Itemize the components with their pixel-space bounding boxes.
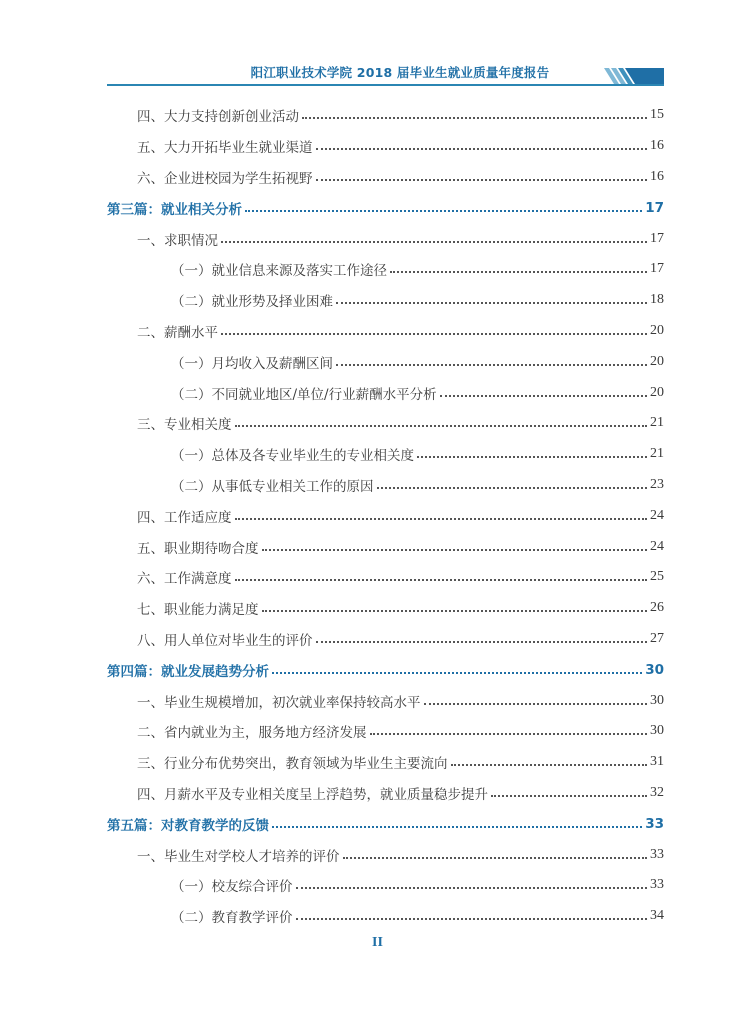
toc-section-entry[interactable]: [107, 562, 664, 593]
toc-subsection-entry[interactable]: [107, 285, 664, 316]
toc-entry-label: （二）从事低专业相关工作的原因: [171, 478, 374, 495]
toc-entry-label: 六、企业进校园为学生拓视野: [137, 170, 313, 187]
toc-page-number: 20: [650, 353, 664, 369]
dot-leader: [245, 210, 642, 212]
toc-part-heading[interactable]: [107, 808, 664, 839]
toc-page-number: 25: [650, 569, 664, 585]
dot-leader: [377, 487, 648, 489]
toc-entry-label: 五、职业期待吻合度: [137, 540, 259, 557]
toc-page-number: 30: [645, 661, 664, 678]
dot-leader: [491, 795, 647, 797]
toc-section-entry[interactable]: [107, 685, 664, 716]
toc-entry-label: 一、毕业生规模增加，初次就业率保持较高水平: [137, 694, 421, 711]
toc-section-entry[interactable]: [107, 162, 664, 193]
dot-leader: [316, 179, 648, 181]
toc-entry-label: 第四篇：就业发展趋势分析: [107, 663, 269, 680]
table-of-contents: [107, 100, 664, 932]
toc-section-entry[interactable]: [107, 839, 664, 870]
dot-leader: [417, 456, 647, 458]
toc-page-number: 33: [650, 846, 664, 862]
dot-leader: [221, 333, 647, 335]
dot-leader: [336, 364, 647, 366]
toc-page-number: 21: [650, 446, 664, 462]
dot-leader: [221, 241, 647, 243]
toc-entry-label: （二）不同就业地区/单位/行业薪酬水平分析: [171, 386, 437, 403]
dot-leader: [302, 117, 647, 119]
toc-part-heading[interactable]: [107, 654, 664, 685]
dot-leader: [296, 887, 648, 889]
toc-entry-label: （一）校友综合评价: [171, 879, 293, 896]
toc-entry-label: （二）教育教学评价: [171, 910, 293, 927]
toc-entry-label: （一）总体及各专业毕业生的专业相关度: [171, 448, 414, 465]
toc-page-number: 21: [650, 415, 664, 431]
toc-section-entry[interactable]: [107, 747, 664, 778]
toc-subsection-entry[interactable]: [107, 470, 664, 501]
dot-leader: [440, 395, 647, 397]
dot-leader: [296, 918, 648, 920]
dot-leader: [451, 764, 648, 766]
toc-entry-label: 第五篇：对教育教学的反馈: [107, 817, 269, 834]
dot-leader: [343, 857, 648, 859]
toc-section-entry[interactable]: [107, 408, 664, 439]
toc-entry-label: 一、求职情况: [137, 232, 218, 249]
toc-page-number: 24: [650, 538, 664, 554]
dot-leader: [316, 641, 648, 643]
toc-page-number: 31: [650, 754, 664, 770]
toc-page-number: 23: [650, 476, 664, 492]
toc-subsection-entry[interactable]: [107, 346, 664, 377]
toc-section-entry[interactable]: [107, 131, 664, 162]
toc-page-number: 30: [650, 723, 664, 739]
toc-entry-label: 二、薪酬水平: [137, 324, 218, 341]
toc-page-number: 24: [650, 507, 664, 523]
toc-page-number: 16: [650, 168, 664, 184]
dot-leader: [370, 733, 648, 735]
toc-entry-label: 三、行业分布优势突出，教育领域为毕业生主要流向: [137, 756, 448, 773]
toc-entry-label: （二）就业形势及择业困难: [171, 294, 333, 311]
dot-leader: [272, 672, 642, 674]
toc-page-number: 20: [650, 322, 664, 338]
dot-leader: [336, 302, 647, 304]
header-stripes-icon: [600, 66, 664, 86]
toc-section-entry[interactable]: [107, 716, 664, 747]
dot-leader: [262, 549, 648, 551]
toc-entry-label: 二、省内就业为主，服务地方经济发展: [137, 725, 367, 742]
toc-entry-label: 四、工作适应度: [137, 509, 232, 526]
toc-subsection-entry[interactable]: [107, 254, 664, 285]
dot-leader: [272, 826, 642, 828]
toc-part-heading[interactable]: [107, 192, 664, 223]
toc-entry-label: （一）月均收入及薪酬区间: [171, 355, 333, 372]
toc-entry-label: 三、专业相关度: [137, 417, 232, 434]
toc-page-number: 16: [650, 138, 664, 154]
toc-entry-label: （一）就业信息来源及落实工作途径: [171, 263, 387, 280]
toc-page-number: 34: [650, 908, 664, 924]
toc-entry-label: 五、大力开拓毕业生就业渠道: [137, 140, 313, 157]
report-title: 阳江职业技术学院 2018 届毕业生就业质量年度报告: [250, 65, 550, 80]
toc-subsection-entry[interactable]: [107, 870, 664, 901]
toc-section-entry[interactable]: [107, 500, 664, 531]
toc-entry-label: 四、大力支持创新创业活动: [137, 109, 299, 126]
toc-page-number: 20: [650, 384, 664, 400]
header-rule: [107, 84, 607, 86]
toc-section-entry[interactable]: [107, 223, 664, 254]
toc-section-entry[interactable]: [107, 531, 664, 562]
toc-page-number: 17: [650, 261, 664, 277]
dot-leader: [235, 518, 648, 520]
toc-entry-label: 第三篇：就业相关分析: [107, 201, 242, 218]
toc-section-entry[interactable]: [107, 778, 664, 809]
toc-entry-label: 七、职业能力满足度: [137, 602, 259, 619]
toc-page-number: 33: [645, 815, 664, 832]
toc-page-number: 26: [650, 600, 664, 616]
toc-page-number: 17: [645, 199, 664, 216]
toc-section-entry[interactable]: [107, 593, 664, 624]
toc-page-number: 18: [650, 292, 664, 308]
toc-section-entry[interactable]: [107, 316, 664, 347]
dot-leader: [235, 425, 648, 427]
toc-page-number: 32: [650, 784, 664, 800]
toc-subsection-entry[interactable]: [107, 377, 664, 408]
toc-page-number: 30: [650, 692, 664, 708]
dot-leader: [390, 271, 647, 273]
toc-section-entry[interactable]: [107, 100, 664, 131]
toc-entry-label: 八、用人单位对毕业生的评价: [137, 632, 313, 649]
dot-leader: [424, 703, 648, 705]
toc-entry-label: 六、工作满意度: [137, 571, 232, 588]
dot-leader: [235, 579, 648, 581]
toc-page-number: 33: [650, 877, 664, 893]
toc-page-number: 17: [650, 230, 664, 246]
toc-page-number: 15: [650, 107, 664, 123]
toc-entry-label: 四、月薪水平及专业相关度呈上浮趋势，就业质量稳步提升: [137, 786, 488, 803]
dot-leader: [316, 148, 648, 150]
toc-subsection-entry[interactable]: [107, 439, 664, 470]
page-number: II: [372, 935, 383, 950]
toc-section-entry[interactable]: [107, 624, 664, 655]
toc-entry-label: 一、毕业生对学校人才培养的评价: [137, 848, 340, 865]
dot-leader: [262, 610, 648, 612]
toc-page-number: 27: [650, 630, 664, 646]
toc-subsection-entry[interactable]: [107, 901, 664, 932]
